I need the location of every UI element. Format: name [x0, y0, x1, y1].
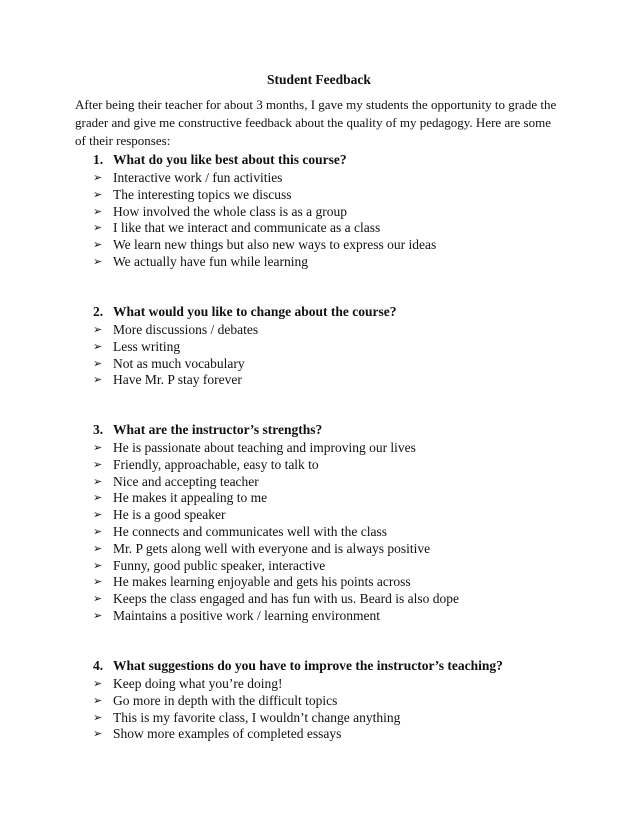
arrow-bullet-icon: ➢	[93, 171, 103, 184]
arrow-bullet-icon: ➢	[93, 204, 103, 218]
question-heading	[93, 150, 563, 170]
document-title: Student Feedback	[267, 72, 371, 87]
response-item	[93, 676, 563, 693]
response-text: He is a good speaker	[113, 507, 226, 523]
response-item	[93, 457, 563, 474]
question-number: 1.	[93, 152, 104, 167]
response-text: Keeps the class engaged and has fun with us. Beard is also dope	[113, 591, 460, 607]
section-4	[93, 656, 563, 743]
response-text: Less writing	[113, 338, 181, 354]
response-text: We learn new things but also new ways to express our ideas	[113, 237, 437, 253]
response-item	[93, 356, 563, 373]
arrow-bullet-icon: ➢	[93, 356, 103, 370]
question-text: What do you like best about this course?	[113, 152, 347, 167]
arrow-bullet-icon: ➢	[93, 187, 103, 201]
response-item	[93, 710, 563, 727]
arrow-bullet-icon: ➢	[93, 558, 103, 572]
response-item	[93, 440, 563, 457]
arrow-bullet-icon: ➢	[93, 710, 103, 724]
response-item	[93, 558, 563, 575]
arrow-bullet-icon: ➢	[93, 221, 103, 235]
response-item	[93, 474, 563, 491]
response-item	[93, 322, 563, 339]
arrow-bullet-icon: ➢	[93, 323, 103, 336]
arrow-bullet-icon: ➢	[93, 441, 103, 454]
response-text: We actually have fun while learning	[113, 253, 308, 269]
response-text: Maintains a positive work / learning environment	[113, 607, 380, 623]
question-number: 2.	[93, 304, 104, 319]
arrow-bullet-icon: ➢	[93, 457, 103, 471]
arrow-bullet-icon: ➢	[93, 339, 103, 353]
response-text: Go more in depth with the difficult topics	[113, 692, 338, 708]
arrow-bullet-icon: ➢	[93, 254, 103, 268]
response-item	[93, 693, 563, 710]
response-item	[93, 490, 563, 507]
question-text: What would you like to change about the course?	[113, 304, 397, 319]
response-text: Have Mr. P stay forever	[113, 372, 242, 388]
response-item	[93, 187, 563, 204]
question-heading	[93, 656, 563, 676]
response-text: Funny, good public speaker, interactive	[113, 557, 326, 573]
response-text: He makes learning enjoyable and gets his points across	[113, 574, 411, 590]
arrow-bullet-icon: ➢	[93, 677, 103, 690]
arrow-bullet-icon: ➢	[93, 524, 103, 538]
response-text: Nice and accepting teacher	[113, 473, 259, 489]
arrow-bullet-icon: ➢	[93, 474, 103, 488]
arrow-bullet-icon: ➢	[93, 575, 103, 589]
response-text: Interactive work / fun activities	[113, 170, 283, 185]
response-text: More discussions / debates	[113, 322, 259, 337]
response-text: How involved the whole class is as a group	[113, 203, 347, 219]
arrow-bullet-icon: ➢	[93, 727, 103, 741]
response-item	[93, 726, 563, 743]
arrow-bullet-icon: ➢	[93, 592, 103, 606]
response-text: Mr. P gets along well with everyone and is always positive	[113, 540, 431, 556]
response-item	[93, 220, 563, 237]
response-item	[93, 574, 563, 591]
response-item	[93, 591, 563, 608]
response-item	[93, 524, 563, 541]
response-item	[93, 339, 563, 356]
response-item	[93, 170, 563, 187]
question-text: What suggestions do you have to improve the instructor’s teaching?	[113, 658, 503, 673]
response-item	[93, 372, 563, 389]
response-text: I like that we interact and communicate as a class	[113, 220, 381, 236]
arrow-bullet-icon: ➢	[93, 693, 103, 707]
section-2	[93, 302, 563, 389]
response-item	[93, 541, 563, 558]
response-text: Friendly, approachable, easy to talk to	[113, 456, 319, 472]
question-heading	[93, 420, 563, 440]
response-text: This is my favorite class, I wouldn’t change anything	[113, 709, 401, 725]
intro-paragraph: After being their teacher for about 3 months, I gave my students the opportunity to grade the grader and give me constructive feedback about the quality of my pedagogy. Here are some of their responses:	[75, 97, 557, 148]
question-text: What are the instructor’s strengths?	[113, 422, 323, 437]
response-text: Keep doing what you’re doing!	[113, 676, 283, 691]
response-item	[93, 507, 563, 524]
response-item	[93, 204, 563, 221]
response-item	[93, 237, 563, 254]
arrow-bullet-icon: ➢	[93, 373, 103, 387]
response-text: The interesting topics we discuss	[113, 186, 292, 202]
response-text: Not as much vocabulary	[113, 355, 245, 371]
arrow-bullet-icon: ➢	[93, 491, 103, 505]
question-number: 4.	[93, 658, 104, 673]
question-number: 3.	[93, 422, 104, 437]
question-heading	[93, 302, 563, 322]
arrow-bullet-icon: ➢	[93, 508, 103, 522]
arrow-bullet-icon: ➢	[93, 238, 103, 252]
response-text: He connects and communicates well with the class	[113, 523, 388, 539]
arrow-bullet-icon: ➢	[93, 541, 103, 555]
response-item	[93, 608, 563, 625]
response-text: He is passionate about teaching and improving our lives	[113, 440, 416, 455]
arrow-bullet-icon: ➢	[93, 608, 103, 622]
section-1	[93, 150, 563, 271]
response-text: Show more examples of completed essays	[113, 726, 342, 742]
response-item	[93, 254, 563, 271]
response-text: He makes it appealing to me	[113, 490, 268, 506]
section-3	[93, 420, 563, 625]
